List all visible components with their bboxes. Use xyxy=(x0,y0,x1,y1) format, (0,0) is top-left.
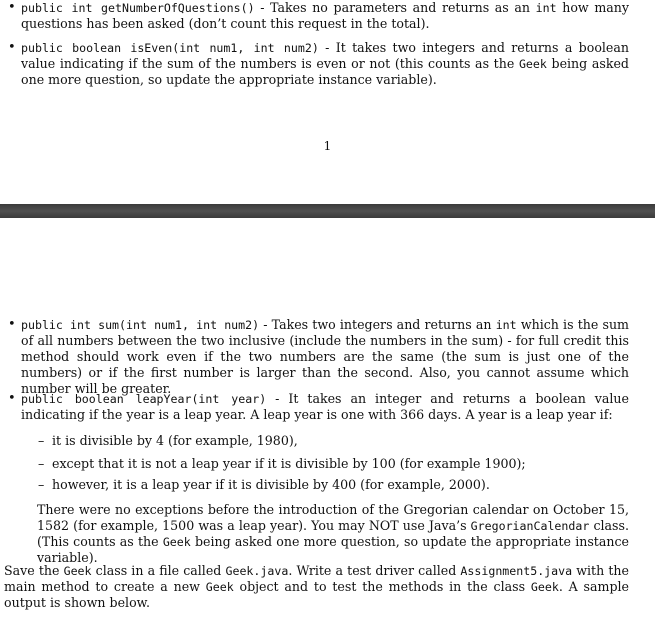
page-separator xyxy=(0,204,655,218)
item-text: public boolean isEven(int num1, int num2) - It takes two integers and returns a boolean value indicating if the sum of the numbers is even or not (this counts as the Geek being asked one more question, so update the appropriate instance variable). xyxy=(21,40,629,87)
item-text: public int sum(int num1, int num2) - Takes two integers and returns an int which is the sum of all numbers between the two inclusive (include the numbers in the sum) - for full credit this method should work even if the two numbers are the same (the sum is just one of the numbers) or if the first number is larger than the second. Also, you cannot assume which number will be greater. xyxy=(21,317,629,396)
leap-rule-item: – however, it is a leap year if it is divisible by 400 (for example, 2000). xyxy=(38,477,490,492)
dash-icon: – xyxy=(38,433,45,448)
leap-rule-item: – except that it is not a leap year if it is divisible by 100 (for example 1900); xyxy=(38,456,526,471)
dash-icon: – xyxy=(38,477,45,492)
page-number: 1 xyxy=(323,139,332,153)
method-item-getnumberofquestions xyxy=(8,0,630,32)
bullet-icon: • xyxy=(8,0,16,15)
method-item-iseven xyxy=(8,40,629,88)
bullet-icon: • xyxy=(8,391,16,406)
bullet-icon: • xyxy=(8,317,16,332)
method-item-leapyear xyxy=(8,391,630,423)
leap-year-note: There were no exceptions before the introduction of the Gregorian calendar on October 15, 1582 (for example, 1500 was a leap year). You may NOT use Java’s GregorianCalendar class. (This counts as the Geek being asked one more question, so update the appropriate instance variable). xyxy=(37,502,629,565)
bullet-icon: • xyxy=(8,40,16,55)
document-page-2 xyxy=(0,218,655,626)
leap-rule-item: – it is divisible by 4 (for example, 1980), xyxy=(38,433,298,448)
closing-instructions: Save the Geek class in a file called Geek.java. Write a test driver called Assignment5.java with the main method to create a new Geek object and to test the methods in the class Geek. A sample output is shown below. xyxy=(4,563,629,610)
document-page-1 xyxy=(0,0,655,204)
item-text: public int getNumberOfQuestions() - Takes no parameters and returns as an int how many questions has been asked (don’t count this request in the total). xyxy=(21,0,630,31)
method-item-sum xyxy=(8,317,629,397)
dash-icon: – xyxy=(38,456,45,471)
item-text: public boolean leapYear(int year) - It takes an integer and returns a boolean value indicating if the year is a leap year. A leap year is one with 366 days. A year is a leap year if: xyxy=(21,391,630,422)
